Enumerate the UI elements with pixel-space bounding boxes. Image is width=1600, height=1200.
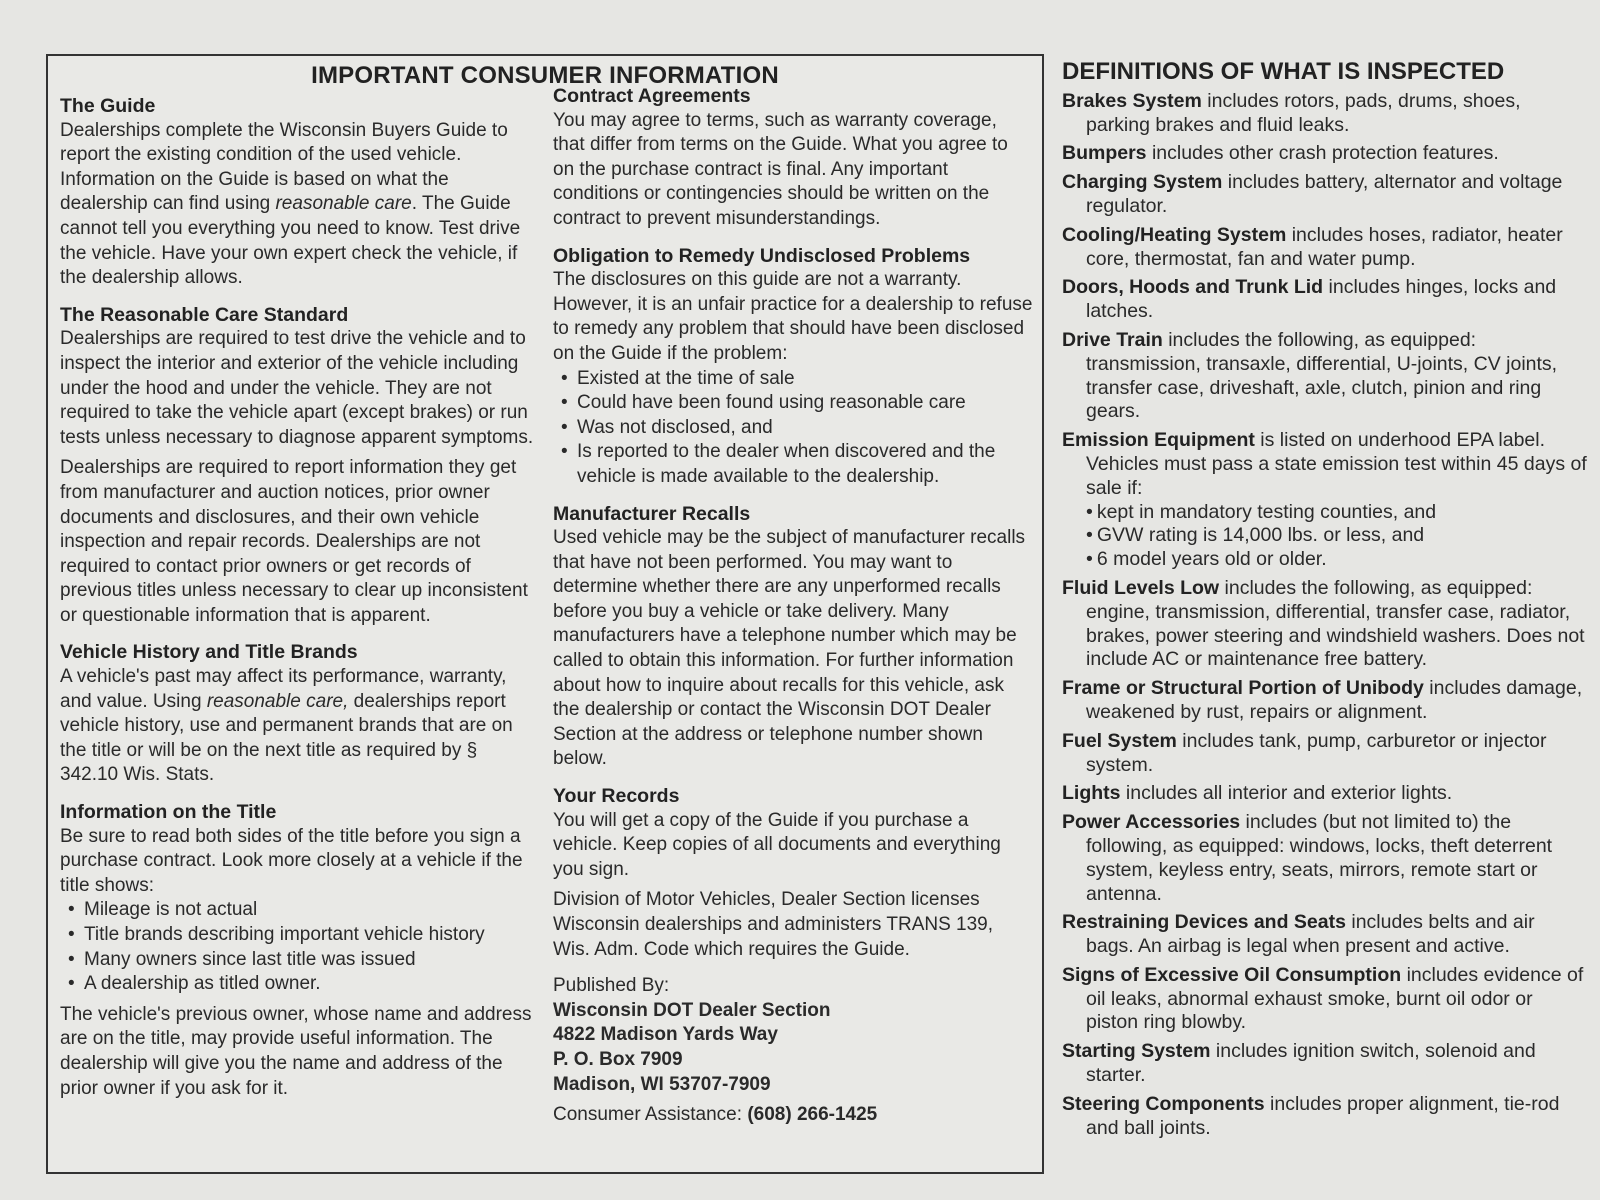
consumer-info-column-left xyxy=(60,94,535,1113)
definition-item xyxy=(1062,730,1587,778)
consumer-info-title: IMPORTANT CONSUMER INFORMATION xyxy=(311,62,779,89)
list-item: • GVW rating is 14,000 lbs. or less, and xyxy=(1086,524,1587,548)
list-item: • Is reported to the dealer when discovered and the vehicle is made available to the dealership. xyxy=(553,440,1033,489)
definitions-title: DEFINITIONS OF WHAT IS INSPECTED xyxy=(1062,58,1505,85)
definitions-list xyxy=(1062,90,1587,1141)
publisher-street: 4822 Madison Yards Way xyxy=(553,1024,778,1046)
definition-term: Signs of Excessive Oil Consumption xyxy=(1062,963,1402,986)
section-text: Division of Motor Vehicles, Dealer Section licenses Wisconsin dealerships and administers TRANS 139, Wis. Adm. Code which requires the Guide. xyxy=(553,889,994,960)
section-text: Dealerships are required to report information they get from manufacturer and auction notices, prior owner documents and disclosures, and their own vehicle inspection and repair records. Dealerships are not required to contact prior owners or get records of previous titles unless necessary to clear up inconsistent or questionable information that is apparent. xyxy=(60,457,528,626)
publisher-po-box: P. O. Box 7909 xyxy=(553,1048,683,1070)
definition-text: includes tank, pump, carburetor or injector system. xyxy=(1086,729,1547,776)
definition-item xyxy=(1062,1040,1587,1088)
section-vehicle-history xyxy=(60,640,535,788)
section-heading: Information on the Title xyxy=(60,801,277,824)
section-records xyxy=(553,784,1033,962)
definition-term: Fluid Levels Low xyxy=(1062,576,1220,599)
section-heading: Your Records xyxy=(553,785,680,808)
section-text: The vehicle's previous owner, whose name and address are on the title, may provide useful information. The dealership will give you the name and address of the prior owner if you ask for it. xyxy=(60,1003,532,1099)
consumer-info-column-middle xyxy=(553,84,1033,1140)
definition-term: Lights xyxy=(1062,782,1121,805)
definition-term: Charging System xyxy=(1062,171,1223,194)
section-text: You may agree to terms, such as warranty coverage, that differ from terms on the Guide. What you agree to on the purchase contract is final. Any important conditions or contingencies should be written on the contract to prevent misunderstandings. xyxy=(553,109,1008,229)
definition-item xyxy=(1062,911,1587,959)
list-item: • Existed at the time of sale xyxy=(553,367,1033,392)
definition-term: Cooling/Heating System xyxy=(1062,223,1287,246)
section-title-info xyxy=(60,800,535,1101)
definitions-column xyxy=(1062,60,1587,1145)
section-obligation xyxy=(553,244,1033,490)
definition-item xyxy=(1062,964,1587,1035)
section-text: A vehicle's past may affect its performance, warranty, and value. Using reasonable care, dealerships report vehicle history, use and permanent brands that are on the title or will be on the next title as required by § 342.10 Wis. Stats. xyxy=(60,666,513,786)
definition-text: includes rotors, pads, drums, shoes, parking brakes and fluid leaks. xyxy=(1086,89,1521,136)
definition-term: Fuel System xyxy=(1062,729,1177,752)
definition-text: includes all interior and exterior lights. xyxy=(1120,782,1453,805)
section-heading: Manufacturer Recalls xyxy=(553,502,751,525)
definition-text: includes battery, alternator and voltage regulator. xyxy=(1086,171,1563,217)
definition-text: is listed on underhood EPA label. Vehicles must pass a state emission test within 45 days of sale if: xyxy=(1086,429,1587,499)
consumer-assistance: Consumer Assistance: (608) 266-1425 xyxy=(553,1104,878,1126)
section-text: Be sure to read both sides of the title before you sign a purchase contract. Look more closely at a vehicle if the title shows: xyxy=(60,825,523,896)
definition-text: includes hinges, locks and latches. xyxy=(1086,276,1557,323)
definition-term: Restraining Devices and Seats xyxy=(1062,911,1346,934)
list-item: • Was not disclosed, and xyxy=(553,416,1033,441)
section-the-guide xyxy=(60,94,535,291)
section-text: You will get a copy of the Guide if you purchase a vehicle. Keep copies of all documents and everything you sign. xyxy=(553,809,1001,880)
definition-text: includes evidence of oil leaks, abnormal exhaust smoke, burnt oil odor or piston ring blowby. xyxy=(1086,963,1584,1034)
section-text: Dealerships complete the Wisconsin Buyers Guide to report the existing condition of the used vehicle. Information on the Guide is based on what the dealership can find using reasonable care. The Guide cannot tell you everything you need to know. Test drive the vehicle. Have your own expert check the vehicle, if the dealership allows. xyxy=(60,119,521,289)
definition-term: Starting System xyxy=(1062,1040,1211,1063)
section-heading: Vehicle History and Title Brands xyxy=(60,641,358,664)
definition-item xyxy=(1062,276,1587,324)
list-item: • 6 model years old or older. xyxy=(1086,548,1587,572)
section-heading: Obligation to Remedy Undisclosed Problems xyxy=(553,244,971,267)
definition-term: Bumpers xyxy=(1062,142,1147,165)
definition-item xyxy=(1062,577,1587,672)
definition-term: Frame or Structural Portion of Unibody xyxy=(1062,677,1424,700)
section-text: The disclosures on this guide are not a warranty. However, it is an unfair practice for a dealership to refuse to remedy any problem that should have been disclosed on the Guide if the problem: xyxy=(553,269,1033,364)
definition-term: Drive Train xyxy=(1062,328,1163,351)
definition-term: Brakes System xyxy=(1062,89,1202,112)
definition-text: includes hoses, radiator, heater core, thermostat, fan and water pump. xyxy=(1086,223,1563,270)
definition-item xyxy=(1062,224,1587,272)
definition-text: includes proper alignment, tie-rod and ball joints. xyxy=(1086,1092,1560,1139)
definition-item xyxy=(1062,677,1587,725)
obligation-bullet-list xyxy=(553,367,1033,490)
section-heading: The Guide xyxy=(60,95,156,117)
section-text: Used vehicle may be the subject of manufacturer recalls that have not been performed. You may want to determine whether there are any unperformed recalls before you buy a vehicle or take delivery. Many manufacturers have a telephone number which may be called to obtain this information. For further information about how to inquire about recalls for this vehicle, ask the dealership or contact the Wisconsin DOT Dealer Section at the address or telephone number shown below. xyxy=(553,527,1026,770)
definition-text: includes other crash protection features. xyxy=(1146,142,1499,165)
definition-item xyxy=(1062,171,1587,219)
definition-item xyxy=(1062,782,1587,806)
definition-item xyxy=(1062,142,1587,166)
definition-text: includes the following, as equipped: transmission, transaxle, differential, U-joints, CV joints, transfer case, driveshaft, axle, clutch, pinion and ring gears. xyxy=(1086,328,1558,423)
list-item: • A dealership as titled owner. xyxy=(60,972,535,997)
publisher-name: Wisconsin DOT Dealer Section xyxy=(553,999,831,1021)
definition-text: includes damage, weakened by rust, repairs or alignment. xyxy=(1086,677,1583,723)
published-by-label: Published By: xyxy=(553,975,670,997)
section-reasonable-care xyxy=(60,303,535,629)
section-recalls xyxy=(553,502,1033,773)
definition-text: includes ignition switch, solenoid and starter. xyxy=(1086,1040,1536,1087)
assistance-phone: (608) 266-1425 xyxy=(747,1104,878,1126)
definition-term: Power Accessories xyxy=(1062,811,1241,834)
publisher-city: Madison, WI 53707-7909 xyxy=(553,1073,771,1095)
list-item: • Could have been found using reasonable care xyxy=(553,391,1033,416)
list-item: • Many owners since last title was issued xyxy=(60,948,535,973)
section-heading: Contract Agreements xyxy=(553,85,751,107)
section-contract xyxy=(553,84,1033,232)
definition-term: Emission Equipment xyxy=(1062,429,1255,452)
definition-term: Steering Components xyxy=(1062,1092,1265,1115)
definition-item xyxy=(1062,811,1587,906)
emission-bullet-list xyxy=(1062,501,1587,572)
list-item: • Mileage is not actual xyxy=(60,898,535,923)
section-text: Dealerships are required to test drive the vehicle and to inspect the interior and exterior of the vehicle including under the hood and under the vehicle. They are not required to take the vehicle apart (except brakes) or run tests unless necessary to diagnose apparent symptoms. xyxy=(60,328,534,448)
list-item: • Title brands describing important vehicle history xyxy=(60,923,535,948)
definition-term: Doors, Hoods and Trunk Lid xyxy=(1062,276,1324,299)
section-publisher xyxy=(553,974,1033,1128)
definition-text: includes (but not limited to) the following, as equipped: windows, locks, theft deterrent system, keyless entry, seats, mirrors, remote start or antenna. xyxy=(1086,811,1553,905)
definition-item xyxy=(1062,429,1587,500)
definition-text: includes the following, as equipped: engine, transmission, differential, transfer case, radiator, brakes, power steering and windshield washers. Does not include AC or maintenance free battery. xyxy=(1086,576,1585,671)
definition-item xyxy=(1062,329,1587,424)
definition-text: includes belts and air bags. An airbag is legal when present and active. xyxy=(1086,911,1535,958)
title-bullet-list xyxy=(60,898,535,996)
definition-item xyxy=(1062,90,1587,138)
list-item: • kept in mandatory testing counties, and xyxy=(1086,501,1587,525)
section-heading: The Reasonable Care Standard xyxy=(60,303,349,326)
definition-item xyxy=(1062,1093,1587,1141)
